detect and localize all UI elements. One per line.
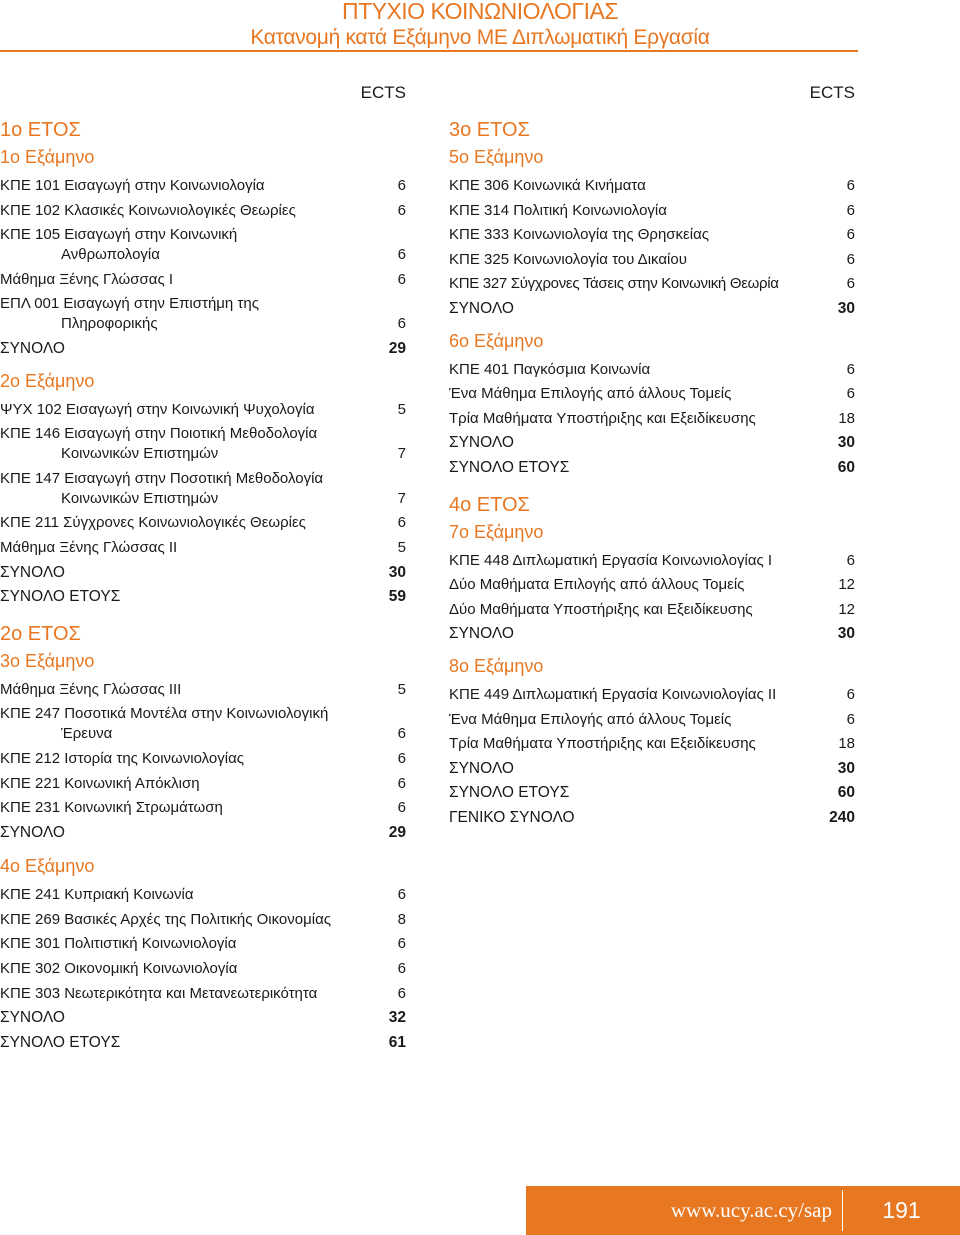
course-name-continuation: Πληροφορικής <box>61 315 158 333</box>
course-name-line: ΚΠΕ 105 Εισαγωγή στην Κοινωνική <box>0 226 238 244</box>
total-label: ΣΥΝΟΛΟ <box>0 823 65 841</box>
total-label: ΣΥΝΟΛΟ <box>449 759 514 777</box>
ects-header: ECTS <box>809 83 855 102</box>
semester-heading: 5ο Εξάμηνο <box>449 147 544 167</box>
course-ects: 6 <box>846 226 855 244</box>
header-divider <box>0 50 858 52</box>
course-row <box>0 536 406 561</box>
course-name: ΚΠΕ 211 Σύγχρονες Κοινωνιολογικές Θεωρίες <box>0 514 306 532</box>
semester-total-row <box>0 821 406 846</box>
course-row <box>449 573 855 598</box>
course-name-line: ΕΠΛ 001 Εισαγωγή στην Επιστήμη της <box>0 295 259 313</box>
course-ects: 12 <box>838 576 855 594</box>
semester-total-row <box>0 337 406 362</box>
course-ects: 6 <box>397 886 406 904</box>
year-total-label: ΣΥΝΟΛΟ ΕΤΟΥΣ <box>449 784 570 802</box>
total-value: 29 <box>388 339 406 357</box>
course-row <box>0 957 406 982</box>
course-name: Μάθημα Ξένης Γλώσσας ΙΙ <box>0 538 178 556</box>
course-ects: 8 <box>397 910 406 928</box>
course-ects: 6 <box>397 935 406 953</box>
course-ects: 7 <box>397 489 406 507</box>
course-name: Μάθημα Ξένης Γλώσσας Ι <box>0 270 174 288</box>
course-ects: 6 <box>846 360 855 378</box>
course-name: ΚΠΕ 269 Βασικές Αρχές της Πολιτικής Οικονομίας <box>0 910 331 928</box>
course-row <box>0 772 406 797</box>
course-name: ΚΠΕ 102 Κλασικές Κοινωνιολογικές Θεωρίες <box>0 201 296 219</box>
course-name: ΚΠΕ 306 Κοινωνικά Κινήματα <box>449 177 646 194</box>
course-name: Δύο Μαθήματα Υποστήριξης και Εξειδίκευσης <box>449 600 753 618</box>
course-ects: 6 <box>846 201 855 219</box>
course-ects: 18 <box>838 735 855 753</box>
course-row <box>449 708 855 733</box>
course-ects: 6 <box>397 799 406 817</box>
course-name: Δύο Μαθήματα Επιλογής από άλλους Τομείς <box>449 576 745 594</box>
year-total-value: 59 <box>388 588 406 606</box>
course-ects: 6 <box>397 749 406 767</box>
year-total-label: ΣΥΝΟΛΟ ΕΤΟΥΣ <box>0 1033 121 1051</box>
course-name <box>0 469 384 509</box>
year-heading: 1ο ΕΤΟΣ <box>0 119 81 141</box>
course-ects: 6 <box>397 270 406 288</box>
year-total-row <box>0 1031 406 1056</box>
semester-heading: 4ο Εξάμηνο <box>0 856 95 877</box>
year-total-row <box>449 456 855 481</box>
course-name: ΚΠΕ 401 Παγκόσμια Κοινωνία <box>449 360 651 378</box>
course-ects: 6 <box>846 250 855 268</box>
course-ects: 18 <box>838 409 855 427</box>
course-ects: 6 <box>397 315 406 333</box>
course-row <box>0 678 406 703</box>
course-row <box>0 268 406 293</box>
total-value: 30 <box>837 759 855 777</box>
course-row <box>0 422 406 467</box>
course-name <box>0 294 384 334</box>
page-title: ΠΤΥΧΙΟ ΚΟΙΝΩΝΙΟΛΟΓΙΑΣ <box>341 0 619 24</box>
course-ects: 6 <box>397 246 406 264</box>
grand-total-value: 240 <box>829 808 855 826</box>
course-name: ΚΠΕ 241 Κυπριακή Κοινωνία <box>0 886 194 904</box>
course-row <box>0 747 406 772</box>
total-label: ΣΥΝΟΛΟ <box>449 625 514 643</box>
course-name: Μάθημα Ξένης Γλώσσας ΙΙΙ <box>0 680 182 698</box>
course-name: ΚΠΕ 448 Διπλωματική Εργασία Κοινωνιολογίας Ι <box>449 551 773 569</box>
course-ects: 6 <box>846 551 855 569</box>
course-ects: 6 <box>397 984 406 1002</box>
course-ects: 6 <box>397 201 406 219</box>
total-value: 30 <box>837 299 855 317</box>
total-label: ΣΥΝΟΛΟ <box>449 434 514 452</box>
total-label: ΣΥΝΟΛΟ <box>0 563 65 581</box>
total-value: 30 <box>837 434 855 452</box>
course-ects: 5 <box>397 400 406 418</box>
course-row <box>0 796 406 821</box>
total-label: ΣΥΝΟΛΟ <box>0 1009 65 1027</box>
left-column <box>0 80 406 1055</box>
course-row <box>449 382 855 407</box>
course-ects: 5 <box>397 538 406 556</box>
course-name <box>0 704 384 744</box>
total-value: 32 <box>388 1009 406 1027</box>
year-total-row <box>449 781 855 806</box>
course-row <box>449 199 855 224</box>
year-heading: 3ο ΕΤΟΣ <box>449 119 530 141</box>
course-row <box>0 511 406 536</box>
ects-header: ECTS <box>360 83 406 102</box>
semester-total-row <box>0 1006 406 1031</box>
course-name: ΚΠΕ 302 Οικονομική Κοινωνιολογία <box>0 960 238 978</box>
year-total-value: 61 <box>388 1033 406 1051</box>
course-ects: 6 <box>397 774 406 792</box>
page-number: 191 <box>882 1197 921 1223</box>
course-row <box>0 467 406 512</box>
course-name: Ένα Μάθημα Επιλογής από άλλους Τομείς <box>449 385 732 403</box>
semester-total-row <box>449 757 855 782</box>
course-name-continuation: Έρευνα <box>61 725 113 743</box>
course-ects: 12 <box>838 600 855 618</box>
course-name: Τρία Μαθήματα Υποστήριξης και Εξειδίκευσης <box>449 409 756 427</box>
course-ects: 5 <box>397 680 406 698</box>
total-value: 30 <box>388 563 406 581</box>
year-total-row <box>0 585 406 610</box>
course-row <box>449 248 855 273</box>
year-total-value: 60 <box>837 458 855 476</box>
course-name: ΚΠΕ 314 Πολιτική Κοινωνιολογία <box>449 201 667 219</box>
course-row <box>0 174 406 199</box>
course-row <box>449 407 855 432</box>
course-name-continuation: Κοινωνικών Επιστημών <box>61 445 219 463</box>
course-row <box>0 908 406 933</box>
course-row <box>0 702 406 747</box>
course-ects: 6 <box>846 177 855 194</box>
course-name-line: ΚΠΕ 146 Εισαγωγή στην Ποιοτική Μεθοδολογία <box>0 425 318 443</box>
course-name: ΚΠΕ 101 Εισαγωγή στην Κοινωνιολογία <box>0 177 265 194</box>
course-name-continuation: Κοινωνικών Επιστημών <box>61 489 219 507</box>
course-name: ΚΠΕ 212 Ιστορία της Κοινωνιολογίας <box>0 749 244 767</box>
course-name: ΨΥΧ 102 Εισαγωγή στην Κοινωνική Ψυχολογία <box>0 400 315 418</box>
course-name: ΚΠΕ 325 Κοινωνιολογία του Δικαίου <box>449 250 687 268</box>
right-column <box>449 80 855 830</box>
course-ects: 6 <box>397 514 406 532</box>
course-row <box>449 549 855 574</box>
course-row <box>0 982 406 1007</box>
semester-heading: 7ο Εξάμηνο <box>449 521 544 542</box>
footer-url-link[interactable]: www.ucy.ac.cy/sap <box>670 1198 832 1222</box>
semester-heading: 1ο Εξάμηνο <box>0 147 95 167</box>
total-value: 29 <box>388 823 406 841</box>
course-ects: 6 <box>397 960 406 978</box>
course-name: Ένα Μάθημα Επιλογής από άλλους Τομείς <box>449 710 732 728</box>
course-row <box>449 683 855 708</box>
course-row <box>0 883 406 908</box>
course-name: ΚΠΕ 327 Σύγχρονες Τάσεις στην Κοινωνική Θεωρία <box>449 275 779 293</box>
total-label: ΣΥΝΟΛΟ <box>0 339 65 357</box>
course-row <box>0 199 406 224</box>
course-name: Τρία Μαθήματα Υποστήριξης και Εξειδίκευσης <box>449 735 756 753</box>
course-row <box>449 598 855 623</box>
course-name: ΚΠΕ 301 Πολιτιστική Κοινωνιολογία <box>0 935 237 953</box>
semester-heading: 2ο Εξάμηνο <box>0 370 95 391</box>
year-total-value: 60 <box>837 784 855 802</box>
footer-bar <box>526 1186 960 1235</box>
course-name <box>0 424 384 464</box>
course-row <box>0 292 406 337</box>
total-value: 30 <box>837 625 855 643</box>
page-subtitle: Κατανομή κατά Εξάμηνο ΜΕ Διπλωματική Εργασία <box>250 26 710 49</box>
grand-total-row <box>449 806 855 831</box>
course-name-continuation: Ανθρωπολογία <box>61 246 160 264</box>
semester-heading: 6ο Εξάμηνο <box>449 330 544 351</box>
course-ects: 7 <box>397 445 406 463</box>
year-heading: 4ο ΕΤΟΣ <box>449 493 530 516</box>
course-row <box>0 932 406 957</box>
course-name <box>0 225 384 265</box>
year-total-label: ΣΥΝΟΛΟ ΕΤΟΥΣ <box>449 458 570 476</box>
semester-total-row <box>0 561 406 586</box>
course-name-line: ΚΠΕ 247 Ποσοτικά Μοντέλα στην Κοινωνιολογική <box>0 705 329 723</box>
course-name: ΚΠΕ 449 Διπλωματική Εργασία Κοινωνιολογίας ΙΙ <box>449 685 777 703</box>
course-ects: 6 <box>846 710 855 728</box>
course-name-line: ΚΠΕ 147 Εισαγωγή στην Ποσοτική Μεθοδολογία <box>0 469 324 487</box>
semester-heading: 3ο Εξάμηνο <box>0 650 95 671</box>
semester-total-row <box>449 622 855 647</box>
semester-heading: 8ο Εξάμηνο <box>449 655 544 676</box>
semester-total-row <box>449 431 855 456</box>
course-ects: 6 <box>397 177 406 194</box>
year-heading: 2ο ΕΤΟΣ <box>0 622 81 645</box>
course-row <box>0 398 406 423</box>
course-row <box>449 358 855 383</box>
year-total-label: ΣΥΝΟΛΟ ΕΤΟΥΣ <box>0 588 121 606</box>
course-name: ΚΠΕ 221 Κοινωνική Απόκλιση <box>0 774 200 792</box>
course-name: ΚΠΕ 333 Κοινωνιολογία της Θρησκείας <box>449 226 709 244</box>
course-row <box>449 223 855 248</box>
grand-total-label: ΓΕΝΙΚΟ ΣΥΝΟΛΟ <box>449 808 575 826</box>
semester-total-row <box>449 297 855 322</box>
course-row <box>0 223 406 268</box>
course-ects: 6 <box>397 725 406 743</box>
course-ects: 6 <box>846 385 855 403</box>
course-row <box>449 174 855 199</box>
course-ects: 6 <box>846 685 855 703</box>
course-name: ΚΠΕ 303 Νεωτερικότητα και Μετανεωτερικότητα <box>0 984 318 1002</box>
course-name: ΚΠΕ 231 Κοινωνική Στρωμάτωση <box>0 799 223 817</box>
course-row <box>449 272 855 297</box>
course-row <box>449 732 855 757</box>
total-label: ΣΥΝΟΛΟ <box>449 299 514 317</box>
course-ects: 6 <box>846 275 855 293</box>
